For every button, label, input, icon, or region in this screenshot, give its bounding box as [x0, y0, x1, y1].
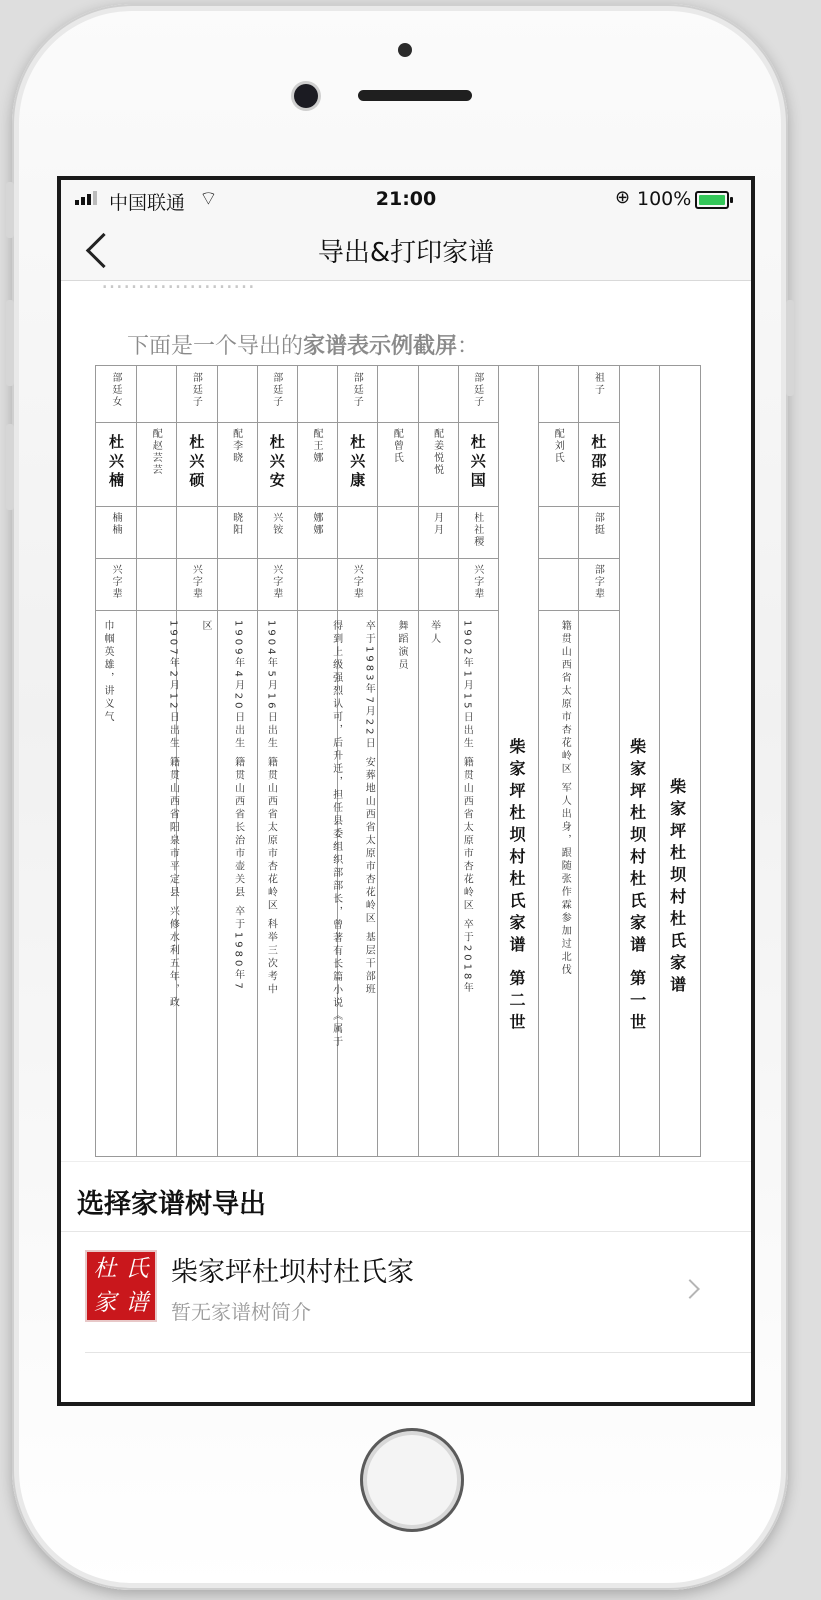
nickname-cell: 杜社稷 [471, 512, 483, 548]
relation-cell: 部廷子 [190, 372, 202, 408]
biography-text: 籍贯山西省太原市杏花岭区 军人出身，跟随张作霖参加过北伐 [559, 620, 571, 978]
biography-text: 区 [199, 620, 211, 633]
spouse-cell: 配姜悦悦 [431, 428, 443, 476]
status-bar [61, 180, 751, 218]
logo-char: 家 [93, 1290, 117, 1316]
nickname-cell: 晓阳 [230, 512, 242, 536]
biography-text: 巾帼英雄，讲义气 [102, 620, 113, 724]
spouse-cell: 配刘氏 [552, 428, 564, 464]
table-row-line [96, 558, 498, 559]
spouse-cell: 配赵芸芸 [150, 428, 162, 476]
table-row-line [538, 558, 618, 559]
relation-cell: 部廷子 [270, 372, 282, 408]
name-cell: 杜兴国 [468, 434, 487, 491]
biography-text: 1907年2月12日出生 籍贯山西省阳泉市平定县 兴修水利五年，政 [167, 620, 179, 1010]
logo-char: 杜 [93, 1256, 117, 1282]
nickname-cell: 部挺 [592, 512, 604, 536]
power-button [786, 300, 794, 396]
generation-cell: 兴字辈 [471, 564, 483, 600]
biography-text: 举人 [428, 620, 440, 646]
generation-cell: 部字辈 [592, 564, 604, 600]
family-tree-description: 暂无家谱树简介 [171, 1300, 311, 1324]
table-column-line [659, 366, 660, 1156]
home-button[interactable] [360, 1428, 464, 1532]
table-column-line [458, 366, 459, 1156]
table-column-line [297, 366, 298, 1156]
nickname-cell: 月月 [431, 512, 443, 536]
biography-text: 舞蹈演员 [395, 620, 407, 672]
status-time: 21:00 [375, 188, 437, 210]
generation-two-title: 柴家坪杜坝村杜氏家谱 第二世 [507, 738, 526, 1036]
name-cell: 杜兴楠 [107, 434, 125, 491]
intro-suffix: ： [457, 334, 480, 359]
carrier-name: 中国联通 [109, 192, 186, 214]
table-column-line [257, 366, 258, 1156]
name-cell: 杜兴安 [267, 434, 286, 491]
logo-char: 谱 [125, 1290, 149, 1316]
chevron-right-icon [680, 1279, 700, 1299]
table-column-line [538, 366, 539, 1156]
intro-prefix: 下面是一个导出的 [127, 334, 304, 359]
example-intro-text [127, 329, 479, 360]
export-section-title: 选择家谱树导出 [77, 1189, 266, 1220]
rotation-lock-icon: ⊕ [615, 187, 631, 208]
table-row-line [96, 506, 498, 507]
scroll-content[interactable] [61, 269, 751, 1161]
table-row-line [538, 610, 618, 611]
relation-cell: 祖子 [592, 372, 604, 396]
genealogy-sample-image [95, 365, 701, 1157]
relation-cell: 部廷子 [471, 372, 483, 408]
earpiece-speaker [358, 90, 472, 101]
table-column-line [136, 366, 137, 1156]
front-camera [294, 84, 318, 108]
battery-icon [695, 191, 729, 209]
nickname-cell: 楠楠 [110, 512, 121, 536]
relation-cell: 部廷子 [351, 372, 363, 408]
generation-cell: 兴字辈 [351, 564, 363, 600]
table-row-line [538, 506, 618, 507]
mute-switch [6, 182, 14, 238]
battery-percent: 100% [637, 188, 692, 210]
generation-one-title: 柴家坪杜坝村杜氏家谱 第一世 [627, 738, 647, 1036]
family-tree-logo [85, 1250, 157, 1322]
generation-cell: 兴字辈 [110, 564, 121, 600]
table-row-line [96, 422, 498, 423]
nickname-cell: 兴铵 [270, 512, 282, 536]
proximity-sensor [398, 43, 412, 57]
name-cell: 杜兴康 [348, 434, 367, 491]
biography-text: 1904年5月16日出生 籍贯山西省太原市杏花岭区 科举三次考中 [265, 620, 277, 997]
logo-char: 氏 [125, 1256, 149, 1282]
name-cell: 杜邵廷 [589, 434, 608, 491]
export-section-header [61, 1161, 751, 1232]
table-column-line [619, 366, 620, 1156]
biography-text: 1902年1月15日出生 籍贯山西省太原市杏花岭区 卒于2018年 [461, 620, 473, 996]
phone-screen [57, 176, 755, 1406]
nickname-cell: 娜娜 [311, 512, 322, 536]
table-row-line [538, 422, 618, 423]
biography-text: 1909年4月20日出生 籍贯山西省长治市壶关县 卒于1980年7 [232, 620, 244, 992]
table-column-line [578, 366, 579, 1156]
table-column-line [498, 366, 499, 1156]
generation-cell: 兴字辈 [190, 564, 202, 600]
wifi-icon: ⌔ [199, 186, 218, 210]
family-tree-name: 柴家坪杜坝村杜氏家 [171, 1257, 414, 1288]
table-row-line [96, 610, 498, 611]
spouse-cell: 配李晓 [230, 428, 242, 464]
relation-cell: 部廷女 [110, 372, 121, 408]
intro-bold: 家谱表示例截屏 [303, 334, 458, 359]
family-tree-list-item[interactable] [61, 1231, 751, 1354]
faded-previous-text: ………………… [101, 269, 255, 294]
spouse-cell: 配王娜 [311, 428, 322, 464]
volume-down-button [6, 424, 14, 510]
list-divider [85, 1352, 751, 1353]
table-column-line [418, 366, 419, 1156]
spouse-cell: 配曾氏 [391, 428, 403, 464]
biography-text: 卒于1983年7月22日 安葬地山西省太原市杏花岭区 基层干部班 [363, 620, 375, 997]
table-column-line [377, 366, 378, 1156]
family-tree-main-title: 柴家坪杜坝村杜氏家谱 [667, 778, 687, 998]
table-column-line [217, 366, 218, 1156]
name-cell: 杜兴硕 [187, 434, 206, 491]
page-title: 导出&打印家谱 [317, 238, 495, 268]
biography-text: 得到上级强烈认可，后升迁，担任县委组织部部长，曾著有长篇小说《属于 [330, 620, 342, 1049]
generation-cell: 兴字辈 [270, 564, 282, 600]
volume-up-button [6, 300, 14, 386]
